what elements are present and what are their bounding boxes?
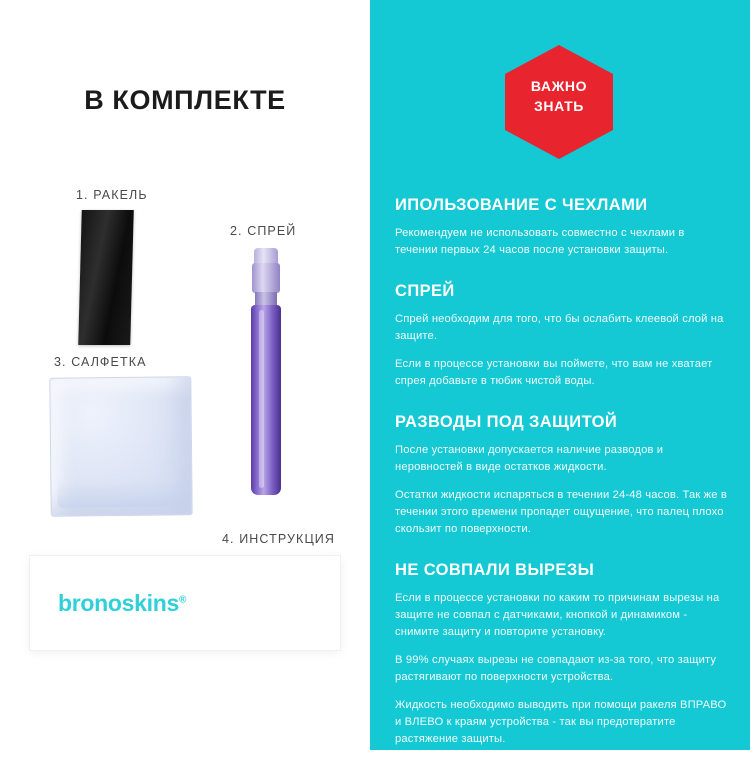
left-panel — [0, 0, 370, 750]
section-paragraph: В 99% случаях вырезы не совпадают из-за того, что защиту растягивают по поверхности устройства. — [395, 654, 717, 684]
spray-highlight-icon — [259, 310, 264, 488]
page-title: В КОМПЛЕКТЕ — [84, 85, 286, 115]
spray-collar-icon — [252, 263, 280, 293]
cloth-icon — [49, 376, 192, 516]
brand-logo — [58, 590, 186, 617]
section-cases — [395, 196, 729, 259]
section-heading: ИПОЛЬЗОВАНИЕ С ЧЕХЛАМИ — [395, 196, 648, 214]
badge-text — [500, 77, 618, 117]
item-label-instruction: 4. ИНСТРУКЦИЯ — [222, 532, 335, 546]
registered-mark: ® — [178, 593, 187, 605]
instruction-card-icon — [30, 556, 340, 650]
spray-body-icon — [251, 305, 281, 495]
section-spray — [395, 282, 729, 390]
important-badge — [500, 43, 618, 161]
spray-cap-icon — [254, 248, 278, 264]
badge-line-2: ЗНАТЬ — [534, 97, 584, 114]
section-paragraph: Спрей необходим для того, что бы ослабить клеевой слой на защите. — [395, 313, 724, 343]
section-cutouts — [395, 561, 729, 748]
section-heading: СПРЕЙ — [395, 282, 455, 301]
section-heading: РАЗВОДЫ ПОД ЗАЩИТОЙ — [395, 413, 618, 432]
spray-neck-icon — [255, 292, 277, 306]
info-sections — [395, 196, 729, 762]
brand-name: bronoskins — [58, 589, 179, 616]
right-panel — [370, 0, 750, 750]
section-paragraph: Жидкость необходимо выводить при помощи ракеля ВПРАВО и ВЛЕВО к краям устройства - так вы предотвратите растяжение защиты. — [395, 699, 727, 746]
squeegee-icon — [78, 210, 134, 345]
section-heading: НЕ СОВПАЛИ ВЫРЕЗЫ — [395, 561, 595, 580]
item-label-squeegee: 1. РАКЕЛЬ — [76, 188, 148, 202]
badge-line-1: ВАЖНО — [530, 78, 588, 94]
section-paragraph: Рекомендуем не использовать совместно с чехлами в течении первых 24 часов после установки защиты. — [395, 227, 685, 257]
section-paragraph: Остатки жидкости испаряться в течении 24-48 часов. Так же в течении этого времени пропадет ощущение, что палец плохо скользит по поверхности. — [395, 489, 727, 536]
item-label-spray: 2. СПРЕЙ — [230, 224, 297, 238]
section-paragraph: Если в процессе установки вы поймете, что вам не хватает спрея добавьте в тюбик чистой воды. — [395, 358, 713, 388]
divider — [395, 552, 729, 561]
divider — [395, 273, 729, 282]
section-paragraph: После установки допускается наличие разводов и неровностей в виде остатков жидкости. — [395, 444, 664, 474]
spray-bottle-icon — [246, 248, 286, 496]
divider — [395, 404, 729, 413]
section-streaks — [395, 413, 729, 538]
item-label-cloth: 3. САЛФЕТКА — [54, 355, 147, 369]
section-paragraph: Если в процессе установки по каким то причинам вырезы на защите не совпал с датчиками, кнопкой и динамиком - снимите защиту и повторите установку. — [395, 592, 720, 639]
